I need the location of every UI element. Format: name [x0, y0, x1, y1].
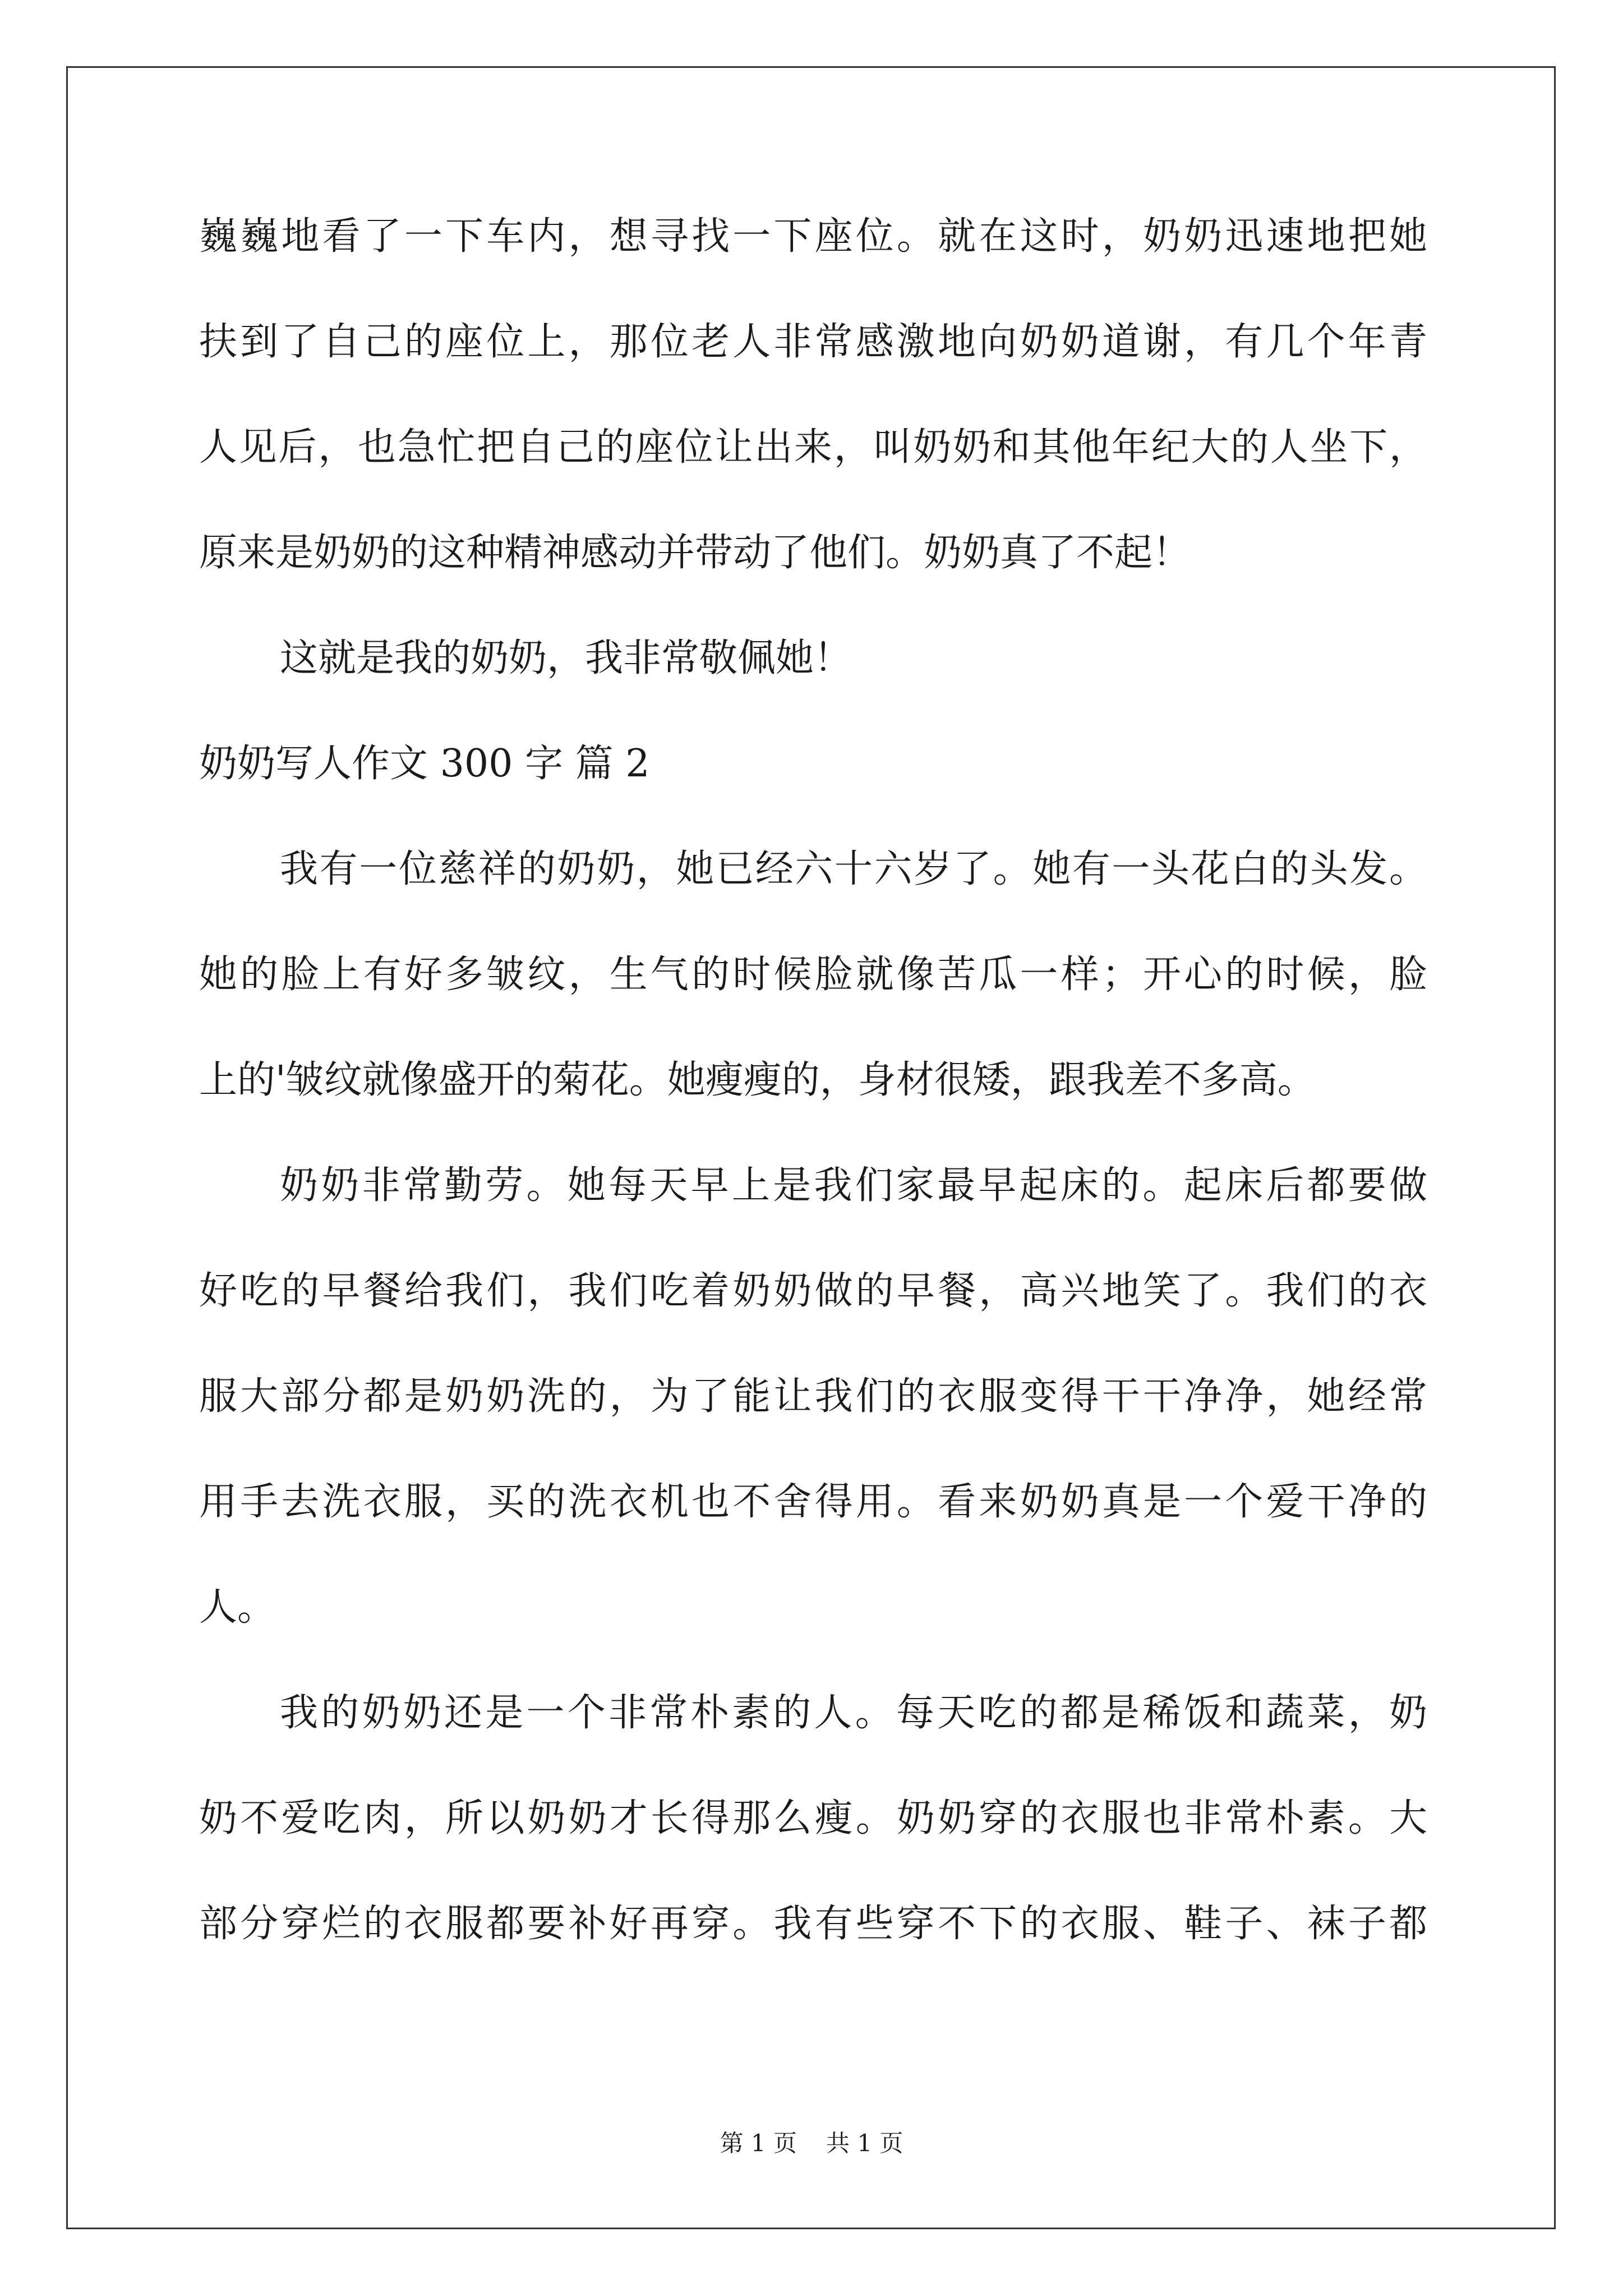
page-total: 共 1 页: [826, 2129, 903, 2157]
text-line: 人。: [199, 1585, 276, 1630]
text-line: 我的奶奶还是一个非常朴素的人。每天吃的都是稀饭和蔬菜，奶: [280, 1691, 1427, 1735]
text-line: 好吃的早餐给我们，我们吃着奶奶做的早餐，高兴地笑了。我们的衣: [199, 1269, 1427, 1313]
text-line: 她的脸上有好多皱纹，生气的时候脸就像苦瓜一样；开心的时候，脸: [199, 953, 1427, 997]
text-line: 原来是奶奶的这种精神感动并带动了他们。奶奶真了不起！: [199, 531, 1191, 575]
text-line: 巍巍地看了一下车内，想寻找一下座位。就在这时，奶奶迅速地把她: [199, 214, 1427, 259]
page-footer: [0, 2129, 1623, 2157]
section-heading: 奶奶写人作文 300 字 篇 2: [199, 742, 650, 786]
text-line: 部分穿烂的衣服都要补好再穿。我有些穿不下的衣服、鞋子、袜子都: [199, 1902, 1427, 1946]
text-line: 服大部分都是奶奶洗的，为了能让我们的衣服变得干干净净，她经常: [199, 1374, 1427, 1419]
document-body: [199, 214, 1427, 2010]
text-line: 人见后，也急忙把自己的座位让出来，叫奶奶和其他年纪大的人坐下，: [199, 425, 1427, 470]
text-line: 我有一位慈祥的奶奶，她已经六十六岁了。她有一头花白的头发。: [280, 847, 1427, 891]
text-line: 奶奶非常勤劳。她每天早上是我们家最早起床的。起床后都要做: [280, 1163, 1427, 1208]
text-line: 扶到了自己的座位上，那位老人非常感激地向奶奶道谢，有几个年青: [199, 320, 1427, 364]
text-line: 用手去洗衣服，买的洗衣机也不舍得用。看来奶奶真是一个爱干净的: [199, 1480, 1427, 1524]
text-line: 上的'皱纹就像盛开的菊花。她瘦瘦的，身材很矮，跟我差不多高。: [199, 1058, 1316, 1102]
text-line: 奶不爱吃肉，所以奶奶才长得那么瘦。奶奶穿的衣服也非常朴素。大: [199, 1796, 1427, 1841]
page-number: 第 1 页: [720, 2129, 797, 2157]
text-line: 这就是我的奶奶，我非常敬佩她！: [280, 636, 852, 680]
